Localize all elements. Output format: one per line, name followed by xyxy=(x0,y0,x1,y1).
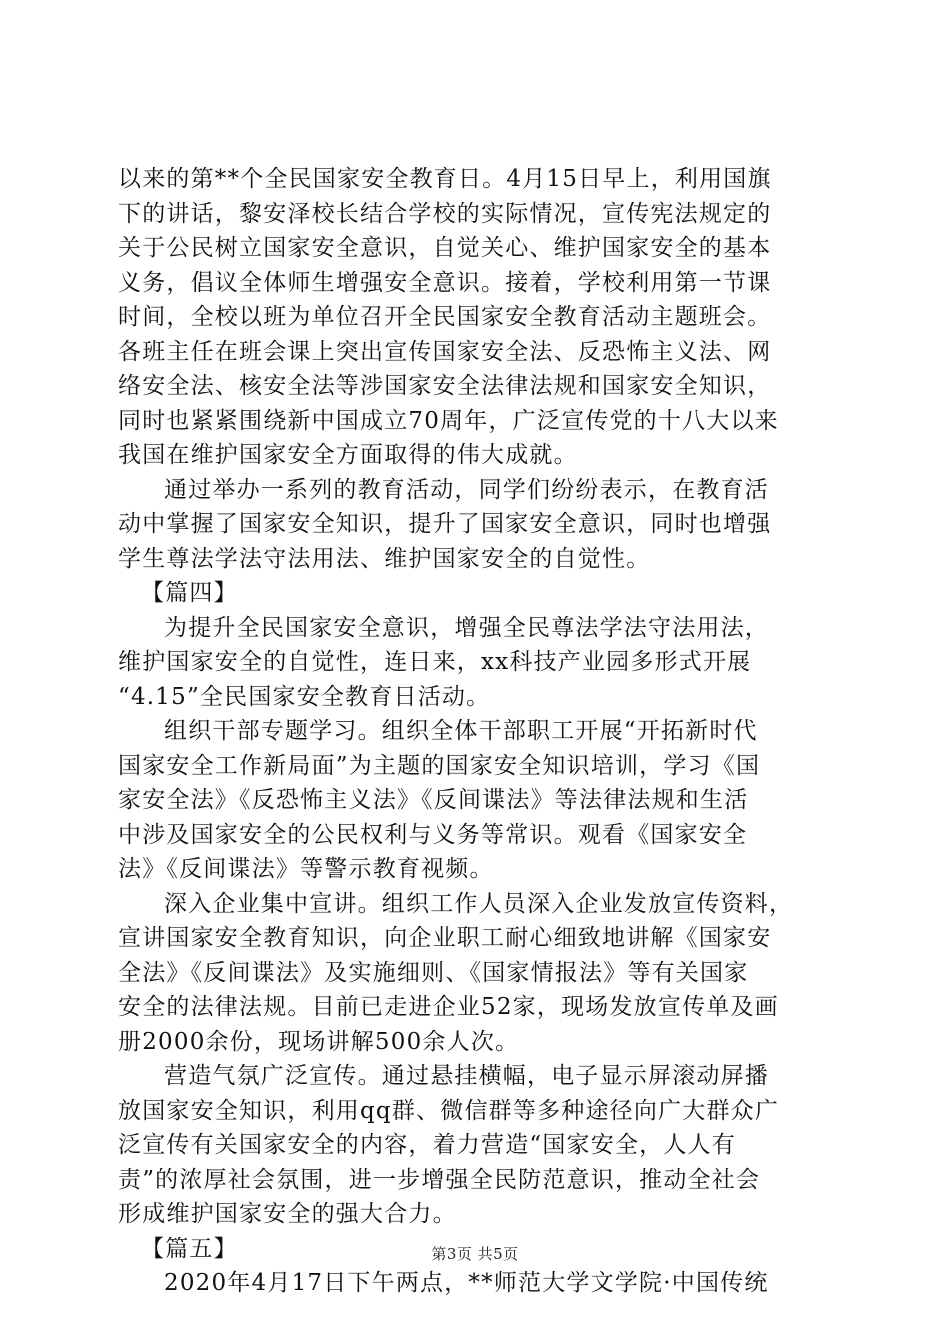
text-line: 为提升全民国家安全意识，增强全民尊法学法守法用法， xyxy=(164,614,769,641)
text-line: 营造气氛广泛宣传。通过悬挂横幅，电子显示屏滚动屏播 xyxy=(164,1063,769,1089)
text-line: 形成维护国家安全的强大合力。 xyxy=(118,1201,457,1227)
text-line: 深入企业集中宣讲。组织工作人员深入企业发放宣传资料， xyxy=(164,890,794,917)
section-heading: 【篇五】 xyxy=(141,1235,238,1262)
text-line: 家安全法》《反恐怖主义法》《反间谍法》等法律法规和生活 xyxy=(118,787,749,813)
text-line: “4.15”全民国家安全教育日活动。 xyxy=(118,683,491,710)
text-line: 册2000余份，现场讲解500余人次。 xyxy=(118,1028,520,1055)
text-line: 责”的浓厚社会氛围，进一步增强全民防范意识，推动全社会 xyxy=(118,1166,761,1193)
document-body xyxy=(118,162,838,1301)
text-line: 时间，全校以班为单位召开全民国家安全教育活动主题班会。 xyxy=(118,304,772,330)
text-line: 法》《反间谍法》等警示教育视频。 xyxy=(118,856,494,882)
text-line: 放国家安全知识，利用qq群、微信群等多种途径向广大群众广 xyxy=(118,1097,780,1124)
text-line: 我国在维护国家安全方面取得的伟大成就。 xyxy=(118,442,578,468)
text-line: 关于公民树立国家安全意识，自觉关心、维护国家安全的基本 xyxy=(118,235,772,261)
text-line: 宣讲国家安全教育知识，向企业职工耐心细致地讲解《国家安 xyxy=(118,925,772,951)
text-line: 动中掌握了国家安全知识，提升了国家安全意识，同时也增强 xyxy=(118,511,772,537)
text-line: 全法》《反间谍法》及实施细则、《国家情报法》等有关国家 xyxy=(118,959,749,986)
text-line: 组织干部专题学习。组织全体干部职工开展“开拓新时代 xyxy=(164,718,758,744)
text-line: 通过举办一系列的教育活动，同学们纷纷表示，在教育活 xyxy=(164,476,769,503)
text-line: 义务，倡议全体师生增强安全意识。接着，学校利用第一节课 xyxy=(118,269,772,296)
section-heading: 【篇四】 xyxy=(141,580,238,606)
text-line: 维护国家安全的自觉性，连日来，xx科技产业园多形式开展 xyxy=(118,649,752,675)
text-line: 中涉及国家安全的公民权利与义务等常识。观看《国家安全 xyxy=(118,821,748,848)
text-line: 国家安全工作新局面”为主题的国家安全知识培训，学习《国 xyxy=(118,752,761,779)
text-line: 下的讲话，黎安泽校长结合学校的实际情况，宣传宪法规定的 xyxy=(118,200,772,227)
text-line: 络安全法、核安全法等涉国家安全法律法规和国家安全知识， xyxy=(118,373,772,399)
text-line: 2020年4月17日下午两点，**师范大学文学院·中国传统 xyxy=(164,1270,769,1296)
text-line: 学生尊法学法守法用法、维护国家安全的自觉性。 xyxy=(118,545,651,572)
text-line: 各班主任在班会课上突出宣传国家安全法、反恐怖主义法、网 xyxy=(118,338,772,365)
text-line: 以来的第**个全民国家安全教育日。4月15日早上，利用国旗 xyxy=(118,166,772,192)
text-line: 泛宣传有关国家安全的内容，着力营造“国家安全，人人有 xyxy=(118,1132,736,1158)
text-line: 同时也紧紧围绕新中国成立70周年，广泛宣传党的十八大以来 xyxy=(118,407,779,434)
page-footer: 第3页 共5页 xyxy=(431,1245,519,1263)
text-line: 安全的法律法规。目前已走进企业52家，现场发放宣传单及画 xyxy=(118,994,779,1020)
